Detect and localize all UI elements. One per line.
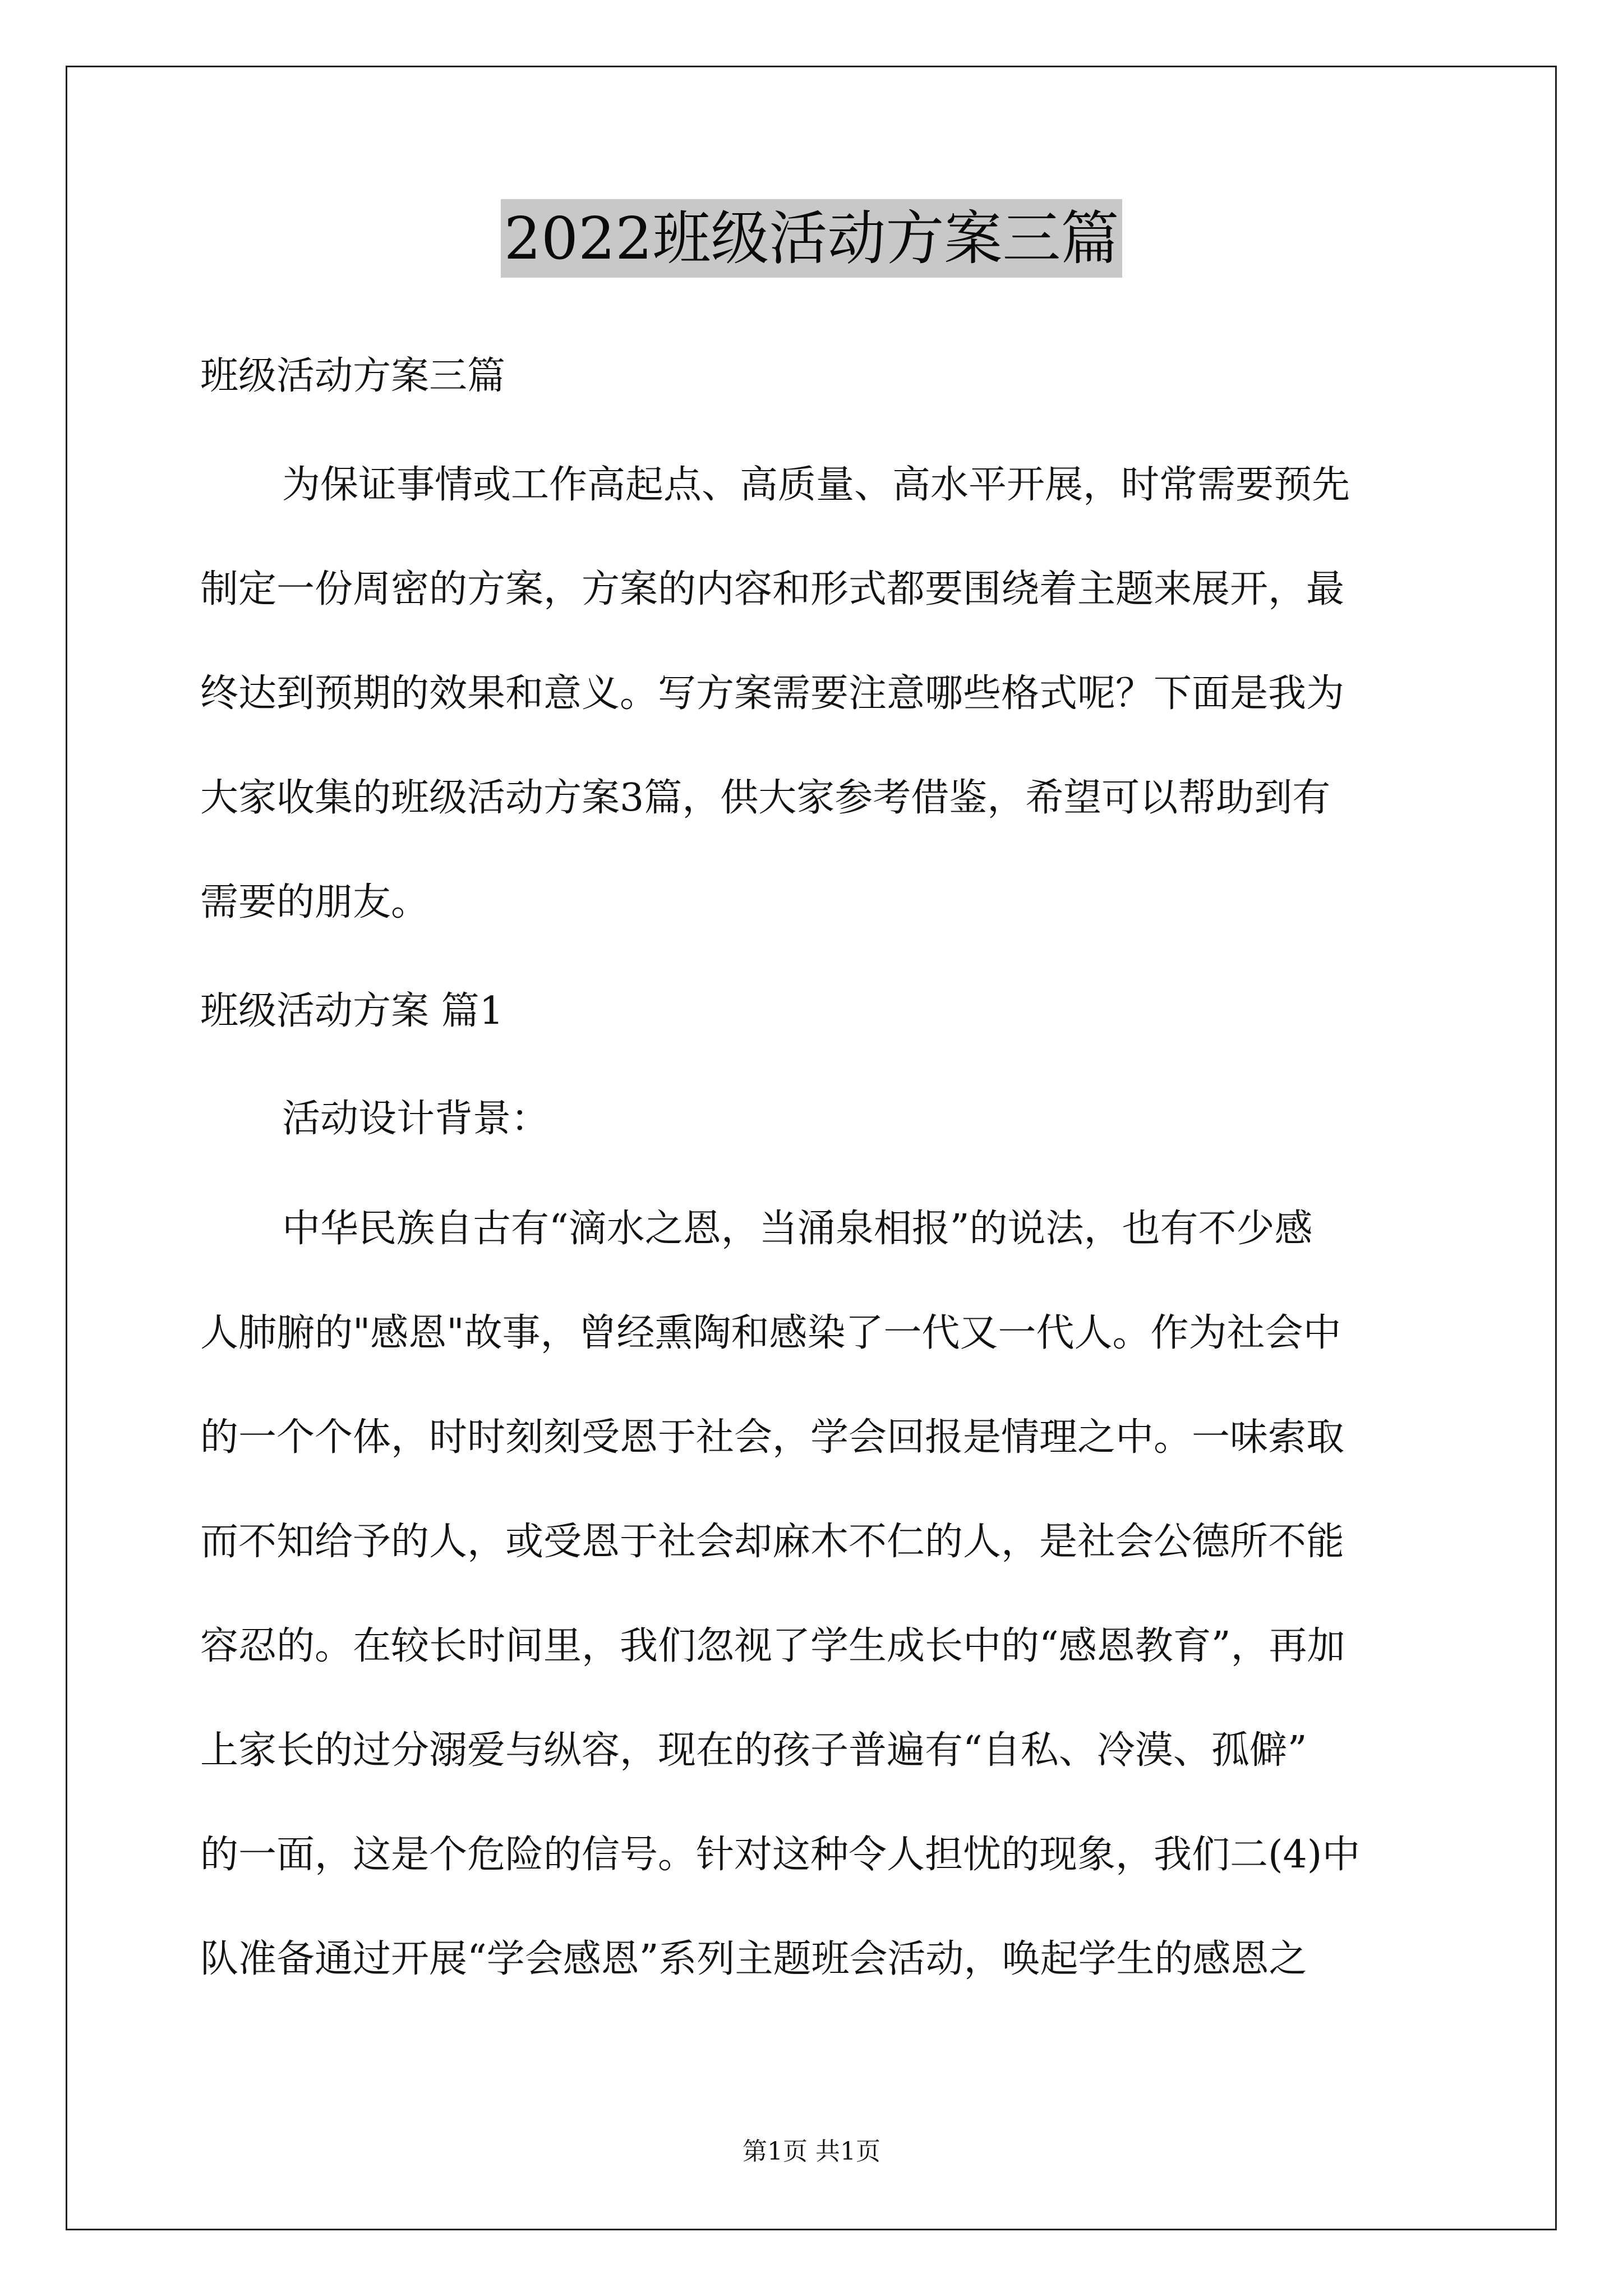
background-line-8: 队准备通过开展“学会感恩”系列主题班会活动，唤起学生的感恩之 [200, 1937, 1307, 1981]
intro-line-4: 大家收集的班级活动方案3篇，供大家参考借鉴，希望可以帮助到有 [200, 776, 1331, 820]
intro-line-3: 终达到预期的效果和意义。写方案需要注意哪些格式呢？下面是我为 [200, 671, 1345, 716]
background-line-5: 容忍的。在较长时间里，我们忽视了学生成长中的“感恩教育”，再加 [200, 1624, 1345, 1668]
title-container [0, 199, 1623, 278]
background-line-6: 上家长的过分溺爱与纵容，现在的孩子普遍有“自私、冷漠、孤僻” [200, 1728, 1307, 1773]
background-line-2: 人肺腑的"感恩"故事，曾经熏陶和感染了一代又一代人。作为社会中 [200, 1311, 1341, 1355]
background-line-1: 中华民族自古有“滴水之恩，当涌泉相报”的说法，也有不少感 [282, 1207, 1313, 1251]
background-line-3: 的一个个体，时时刻刻受恩于社会，学会回报是情理之中。一味索取 [200, 1415, 1345, 1460]
intro-line-1: 为保证事情或工作高起点、高质量、高水平开展，时常需要预先 [282, 463, 1350, 507]
intro-line-2: 制定一份周密的方案，方案的内容和形式都要围绕着主题来展开，最 [200, 567, 1345, 611]
document-subtitle: 班级活动方案三篇 [200, 354, 506, 398]
background-line-7: 的一面，这是个危险的信号。针对这种令人担忧的现象，我们二(4)中 [200, 1833, 1361, 1877]
background-label: 活动设计背景： [282, 1097, 550, 1141]
section-heading: 班级活动方案 篇1 [200, 989, 504, 1033]
document-title: 2022班级活动方案三篇 [501, 199, 1123, 278]
intro-line-5: 需要的朋友。 [200, 880, 430, 924]
page-footer: 第1页 共1页 [743, 2137, 880, 2166]
background-line-4: 而不知给予的人，或受恩于社会却麻木不仁的人，是社会公德所不能 [200, 1520, 1345, 1564]
